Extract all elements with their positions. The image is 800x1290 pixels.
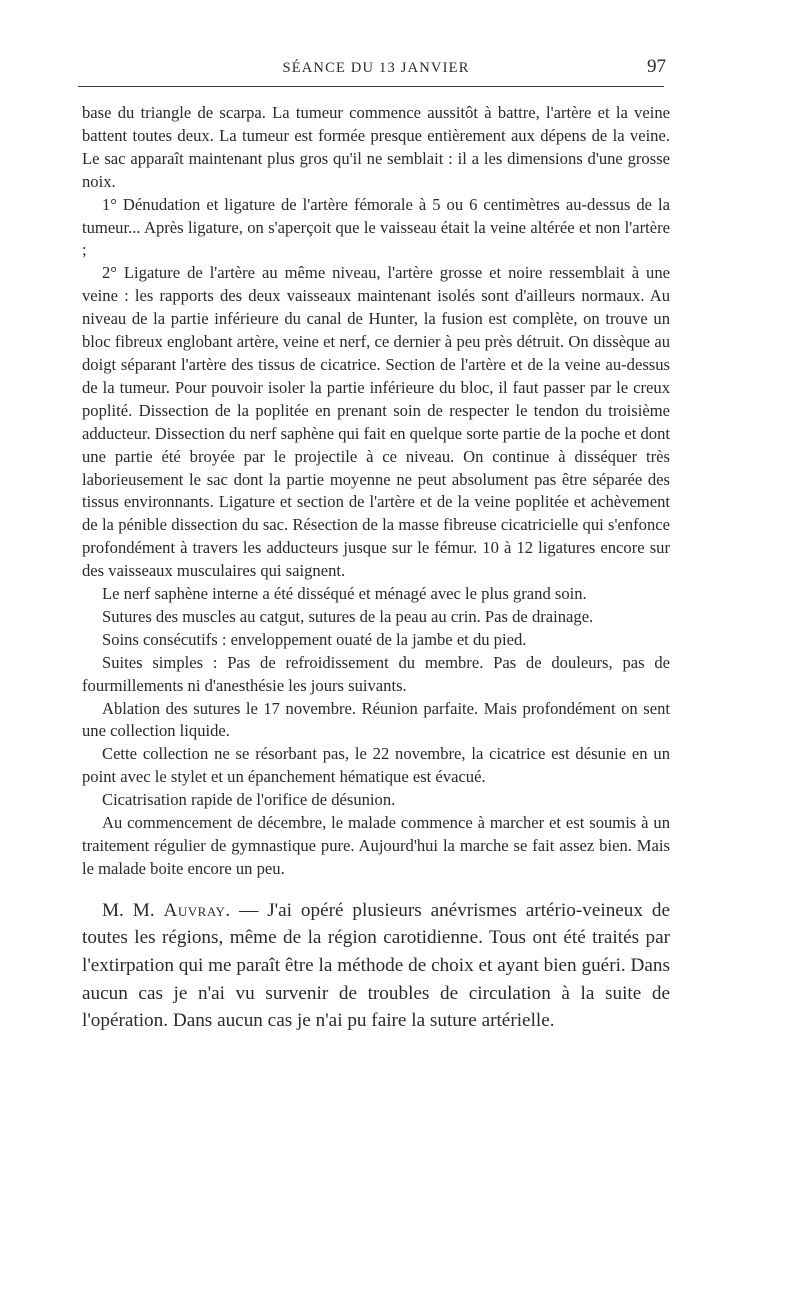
- discussion-text: . — J'ai opéré plusieurs anévrismes artério-veineux de toutes les régions, même de la région carotidienne. Tous ont été traités par l'extirpation qui me paraît être la méthode de choix et ayant bien guéri. Dans aucun cas je n'ai vu survenir de troubles de circulation à la suite de l'opération. Dans aucun cas je n'ai pu faire la suture artérielle.: [82, 899, 670, 1032]
- running-title: SÉANCE DU 13 JANVIER: [282, 60, 470, 76]
- paragraph-4: Le nerf saphène interne a été disséqué et ménagé avec le plus grand soin.: [102, 584, 587, 604]
- paragraph-8: Ablation des sutures le 17 novembre. Réunion parfaite. Mais profondément on sent une collection liquide.: [82, 698, 670, 741]
- page: [82, 56, 670, 1035]
- paragraph-1: base du triangle de scarpa. La tumeur commence aussitôt à battre, l'artère et la veine battent toutes deux. La tumeur est formée presque entièrement aux dépens de la veine. Le sac apparaît maintenant plus gros qu'il ne semblait : il a les dimensions d'une grosse noix.: [82, 103, 670, 191]
- paragraph-7: Suites simples : Pas de refroidissement du membre. Pas de douleurs, pas de fourmillements ni d'anesthésie les jours suivants.: [82, 652, 670, 695]
- speaker-name: Auvray: [163, 899, 226, 921]
- page-header: [82, 56, 670, 86]
- speaker-prefix: M. M.: [102, 899, 164, 921]
- header-rule: [78, 86, 664, 87]
- page-number: 97: [647, 56, 666, 77]
- paragraph-5: Sutures des muscles au catgut, sutures de la peau au crin. Pas de drainage.: [102, 606, 594, 626]
- discussion-paragraph: [82, 897, 670, 1035]
- discussion-section: [82, 897, 670, 1035]
- paragraph-10: Cicatrisation rapide de l'orifice de désunion.: [102, 790, 396, 810]
- paragraph-9: Cette collection ne se résorbant pas, le 22 novembre, la cicatrice est désunie en un point avec le stylet et un épanchement hématique est évacué.: [82, 744, 670, 787]
- paragraph-2: 1° Dénudation et ligature de l'artère fémorale à 5 ou 6 centimètres au-dessus de la tumeur... Après ligature, on s'aperçoit que le vaisseau était la veine altérée et non l'artère ;: [82, 194, 670, 260]
- paragraph-6: Soins consécutifs : enveloppement ouaté de la jambe et du pied.: [102, 629, 527, 649]
- paragraph-3: 2° Ligature de l'artère au même niveau, l'artère grosse et noire ressemblait à une veine : les rapports des deux vaisseaux maintenant isolés sont d'ailleurs normaux. Au niveau de la partie inférieure du canal de Hunter, la fusion est complète, on trouve un bloc fibreux englobant artère, veine et nerf, ce dernier à peu près détruit. On dissèque au doigt séparant l'artère des tissus de cicatrice. Section de l'artère et de la veine au-dessus de la tumeur. Pour pouvoir isoler la partie inférieure du bloc, il faut passer par le creux poplité. Dissection de la poplitée en prenant soin de respecter le tendon du troisième adducteur. Dissection du nerf saphène qui fait en quelque sorte partie de la poche et dont une partie été broyée par le projectile à ce niveau. On continue à disséquer très laborieusement le sac dont la partie moyenne ne peut absolument pas être séparée des tissus environnants. Ligature et section de l'artère et de la veine poplitée et achèvement de la pénible dissection du sac. Résection de la masse fibreuse cicatricielle qui s'enfonce profondément à travers les adducteurs jusque sur le fémur. 10 à 12 ligatures encore sur des vaisseaux musculaires qui saignent.: [82, 263, 670, 581]
- case-report-text: [82, 102, 670, 881]
- paragraph-11: Au commencement de décembre, le malade commence à marcher et est soumis à un traitement régulier de gymnastique pure. Aujourd'hui la marche se fait assez bien. Mais le malade boite encore un peu.: [82, 813, 670, 878]
